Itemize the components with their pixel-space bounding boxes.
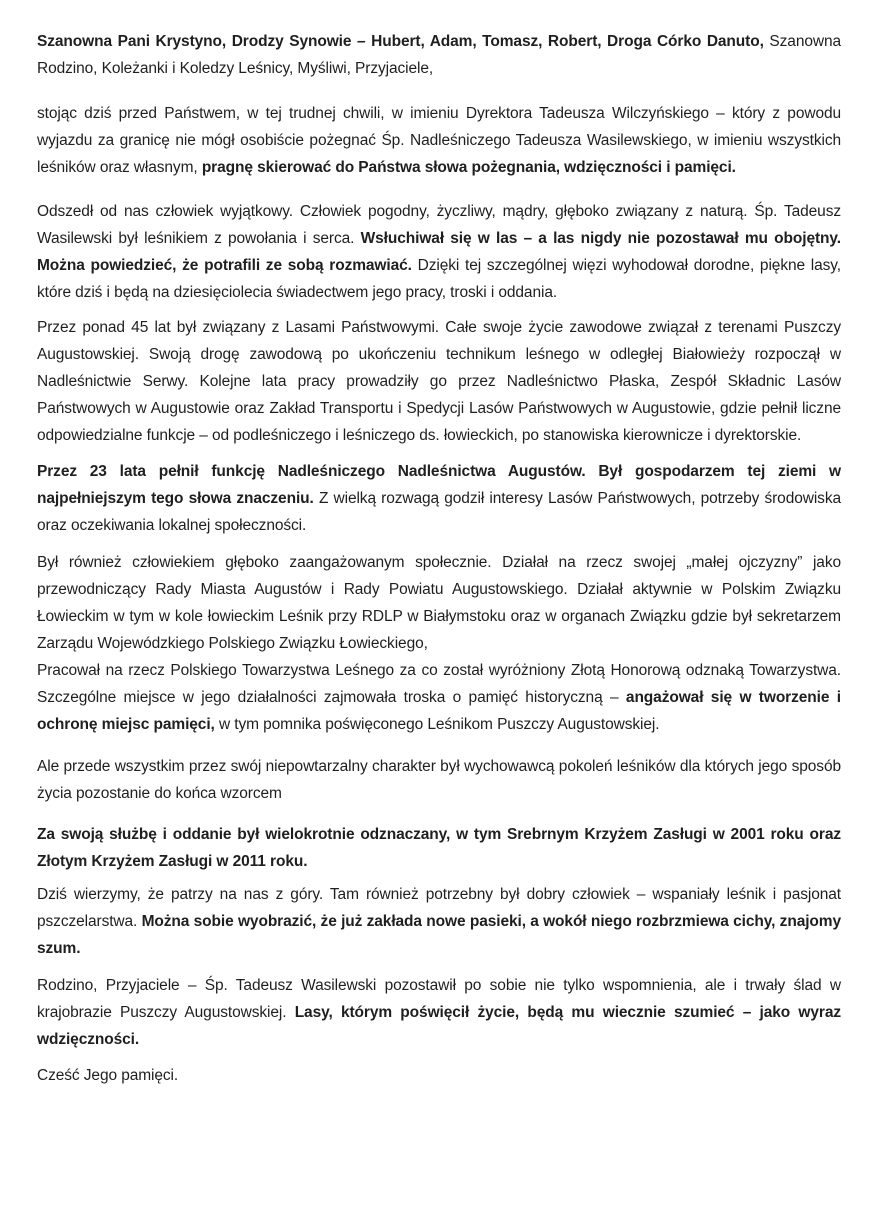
text-run: Cześć Jego pamięci. bbox=[37, 1067, 179, 1084]
text-run: Przez ponad 45 lat był związany z Lasami Państwowymi. Całe swoje życie zawodowe związał z terenami Puszczy Augustowskiej. Swoją drogę zawodową po ukończeniu technikum leśnego w odległej Białowieży rozpoczął w Nadleśnictwie Serwy. Kolejne lata pracy prowadziły go przez Nadleśnictwo Płaska, Zespół Składnic Lasów Państwowych w Augustowie oraz Zakład Transportu i Spedycji Lasów Państwowych w Augustowie, gdzie pełnił liczne odpowiedzialne funkcje – od podleśniczego i leśniczego ds. łowieckich, po stanowiska kierownicze i dyrektorskie. bbox=[37, 319, 841, 444]
bold-text-run: angażował się w tworzenie i ochronę miejsc pamięci, bbox=[37, 689, 841, 733]
bold-text-run: Można sobie wyobrazić, że już zakłada nowe pasieki, a wokół niego rozbrzmiewa cichy, znajomy szum. bbox=[37, 913, 841, 957]
text-run: Rodzino, Przyjaciele – Śp. Tadeusz Wasilewski pozostawił po sobie nie tylko wspomnienia, ale i trwały ślad w krajobrazie Puszczy Augustowskiej. bbox=[37, 977, 841, 1021]
text-run: Pracował na rzecz Polskiego Towarzystwa Leśnego za co został wyróżniony Złotą Honorową odznaką Towarzystwa. Szczególne miejsce w jego działalności zajmowała troska o pamięć historyczną – bbox=[37, 662, 841, 706]
paragraph-intro bbox=[37, 100, 841, 181]
paragraph-medals bbox=[37, 821, 841, 875]
paragraph-social bbox=[37, 549, 841, 657]
text-run: Ale przede wszystkim przez swój niepowtarzalny charakter był wychowawcą pokoleń leśników dla których jego sposób życia pozostanie do końca wzorcem bbox=[37, 758, 841, 802]
paragraph-ptl bbox=[37, 657, 841, 738]
text-run: w tym pomnika poświęconego Leśnikom Puszczy Augustowskiej. bbox=[218, 716, 660, 733]
paragraph-tribute bbox=[37, 198, 841, 306]
paragraph-nadlesniczy bbox=[37, 458, 841, 539]
bold-text-run: Wsłuchiwał się w las – a las nigdy nie pozostawał mu obojętny. Można powiedzieć, że potrafili ze sobą rozmawiać. bbox=[37, 230, 841, 274]
document-body bbox=[37, 28, 841, 1089]
text-run: stojąc dziś przed Państwem, w tej trudnej chwili, w imieniu Dyrektora Tadeusza Wilczyńskiego – który z powodu wyjazdu za granicę nie mógł osobiście pożegnać Śp. Nadleśniczego Tadeusza Wasilewskiego, w imieniu wszystkich leśników oraz własnym, bbox=[37, 105, 841, 176]
text-run: Szanowna Rodzino, Koleżanki i Koledzy Leśnicy, Myśliwi, Przyjaciele, bbox=[37, 33, 841, 77]
text-run: Dziś wierzymy, że patrzy na nas z góry. Tam również potrzebny był dobry człowiek – wspaniały leśnik i pasjonat pszczelarstwa. bbox=[37, 886, 841, 930]
bold-text-run: Za swoją służbę i oddanie był wielokrotnie odznaczany, w tym Srebrnym Krzyżem Zasługi w 2001 roku oraz Złotym Krzyżem Zasługi w 2011 roku. bbox=[37, 826, 841, 870]
paragraph-heaven bbox=[37, 881, 841, 962]
text-run: Odszedł od nas człowiek wyjątkowy. Człowiek pogodny, życzliwy, mądry, głęboko związany z naturą. Śp. Tadeusz Wasilewski był leśnikiem z powołania i serca. bbox=[37, 203, 841, 247]
bold-text-run: Lasy, którym poświęcił życie, będą mu wiecznie szumieć – jako wyraz wdzięczności. bbox=[37, 1004, 841, 1048]
text-run: Dzięki tej szczególnej więzi wyhodował dorodne, piękne lasy, które dziś i będą na dziesięciolecia świadectwem jego pracy, troski i oddania. bbox=[37, 257, 841, 301]
bold-text-run: Szanowna Pani Krystyno, Drodzy Synowie – Hubert, Adam, Tomasz, Robert, Droga Córko Danuto, bbox=[37, 33, 764, 50]
paragraph-farewell bbox=[37, 972, 841, 1053]
text-run: Był również człowiekiem głęboko zaangażowanym społecznie. Działał na rzecz swojej „małej ojczyzny” jako przewodniczący Rady Miasta Augustów i Rady Powiatu Augustowskiego. Działał aktywnie w Polskim Związku Łowieckim w tym w kole łowieckim Leśnik przy RDLP w Białymstoku oraz w organach Związku gdzie był sekretarzem Zarządu Wojewódzkiego Polskiego Związku Łowieckiego, bbox=[37, 554, 841, 652]
bold-text-run: pragnę skierować do Państwa słowa pożegnania, wdzięczności i pamięci. bbox=[201, 159, 736, 176]
bold-text-run: Przez 23 lata pełnił funkcję Nadleśniczego Nadleśnictwa Augustów. Był gospodarzem tej ziemi w najpełniejszym tego słowa znaczeniu. bbox=[37, 463, 841, 507]
paragraph-career bbox=[37, 314, 841, 449]
text-run: Z wielką rozwagą godził interesy Lasów Państwowych, potrzeby środowiska oraz oczekiwania lokalnej społeczności. bbox=[37, 490, 841, 534]
paragraph-salutation bbox=[37, 28, 841, 82]
paragraph-character bbox=[37, 753, 841, 807]
paragraph-closing bbox=[37, 1062, 841, 1089]
